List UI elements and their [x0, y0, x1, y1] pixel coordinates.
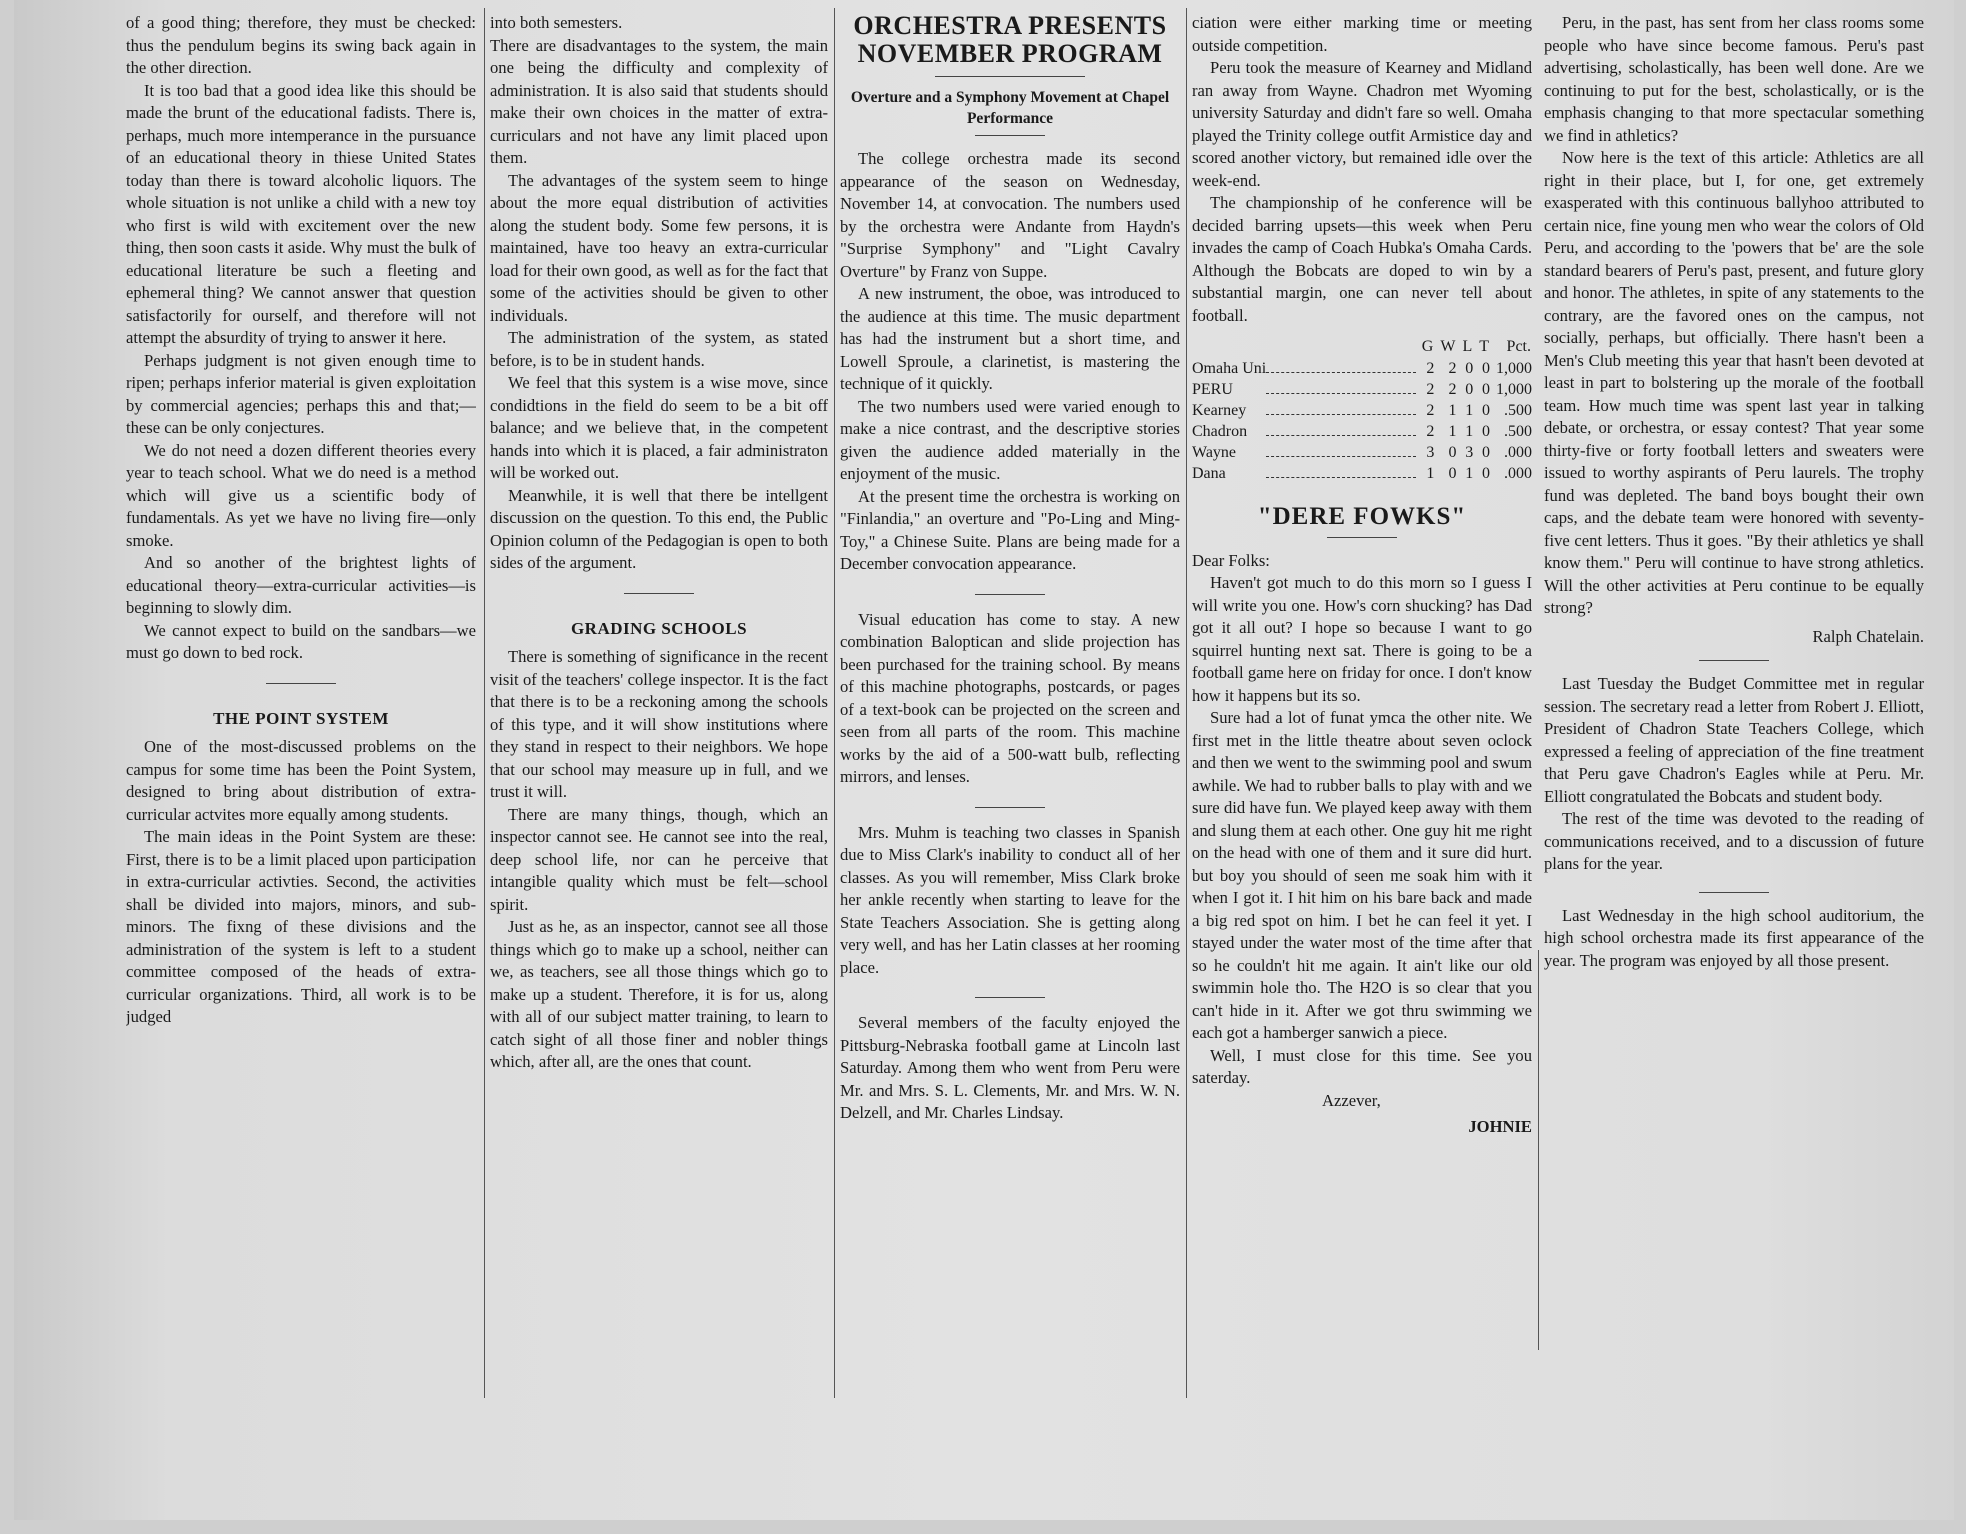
paragraph: It is too bad that a good idea like this should be made the brunt of the educational fadists. There is, perhaps, much more intemperance in the pursuance of an educational theory in thiese United States today than there is toward alcoholic liquors. The whole situation is not unlike a child with a new toy who first is wild with excitement over the new thing, then soon casts it aside. Why must the bulk of educational literature be such a fleeting and ephemeral thing? We cannot answer that question satisfactorily for ourself, and therefore will not attempt the absurdity of trying to answer it here. [126, 80, 476, 347]
leader-dots [1266, 400, 1416, 421]
leader-dots [1266, 442, 1416, 463]
divider [975, 807, 1045, 808]
paragraph: ciation were either marking time or meeting outside competition. [1192, 13, 1532, 55]
standings-row [1192, 400, 1532, 421]
wins: 1 [1448, 423, 1457, 440]
losses: 0 [1465, 381, 1474, 398]
column-rule [1186, 8, 1187, 1398]
paragraph: The college orchestra made its second appearance of the season on Wednesday, November 14, at convocation. The numbers used by the orchestra were Andante from Haydn's "Surprise Symphony" and "Light Cavalry Overture" by Franz von Suppe. [840, 149, 1180, 281]
paragraph: Just as he, as an inspector, cannot see all those things which go to make up a school, neither can we, as teachers, see all those things which go to make up a student. Therefore, it is for us, along with all of our subject matter training, to learn to catch sight of all those finer and nobler things which, after all, are the ones that count. [490, 917, 828, 1071]
paragraph: Peru took the measure of Kearney and Midland ran away from Wayne. Chadron met Wyoming university Saturday and didn't fare so well. Omaha played the Trinity college outfit Armistice day and scored another victory, but remained idle over the week-end. [1192, 58, 1532, 190]
paragraph: There are disadvantages to the system, the main one being the difficulty and complexity of administration. It is also said that students should make their own choices in the matter of extra-curriculars and not have any limit placed upon them. [490, 35, 828, 167]
subheadline: Overture and a Symphony Movement at Chapel Performance [850, 89, 1170, 127]
leader-dots [1266, 421, 1416, 442]
wins: 2 [1448, 381, 1457, 398]
divider [975, 594, 1045, 595]
ties: 0 [1482, 360, 1490, 377]
header-pct: Pct. [1506, 338, 1531, 355]
standings-row [1192, 358, 1532, 379]
closing: Azzever, [1322, 1090, 1381, 1110]
games: 2 [1426, 360, 1435, 377]
wins: 2 [1448, 360, 1457, 377]
wins: 1 [1448, 402, 1457, 419]
header-g: G [1421, 338, 1434, 355]
team-name: Kearney [1192, 402, 1247, 419]
leader-dots [1266, 358, 1416, 379]
paragraph: Sure had a lot of funat ymca the other nite. We first met in the little theatre about seven oclock and then we went to the swimming pool and swum awhile. We had to rubber balls to play with and we sure did have fun. We played keep away with them and slung them at each other. One guy hit me right on the head with one of them and it sure did hurt. but boy you should of seen me soak him with it when I got it. I hit him on his bare back and made a big red spot on him. I bet he can feel it yet. I stayed under the water most of the time after that so he couldn't hit me again. It ain't like our old swimmin hole tho. The H2O is so clear that you can't hide in it. After we got thru swimming we each got a hamberger sanwich a piece. [1192, 708, 1532, 1042]
paragraph: At the present time the orchestra is working on "Finlandia," an overture and "Po-Ling and Ming-Toy," a Chinese Suite. Plans are being made for a December convocation appearance. [840, 486, 1180, 573]
ties: 0 [1482, 402, 1490, 419]
standings-row [1192, 463, 1532, 484]
percentage: .500 [1504, 402, 1532, 419]
paragraph: And so another of the brightest lights of educational theory—extra-curricular activities—is beginning to slowly dim. [126, 553, 476, 617]
paragraph: The two numbers used were varied enough to make a nice contrast, and the descriptive stories given the audience added materially in the enjoyment of the music. [840, 396, 1180, 483]
signature: JOHNIE [1468, 1117, 1532, 1136]
paragraph: The rest of the time was devoted to the reading of communications received, and to a discussion of future plans for the year. [1544, 809, 1924, 873]
paragraph: of a good thing; therefore, they must be checked: thus the pendulum begins its swing back again in the other direction. [126, 13, 476, 77]
team-name: PERU [1192, 381, 1233, 398]
paragraph: Perhaps judgment is not given enough time to ripen; perhaps inferior material is given exploitation by commercial agencies; perhaps this and that;—these can be only conjectures. [126, 350, 476, 437]
paragraph: We do not need a dozen different theories every year to teach school. What we do need is a method which will give us a scientific body of fundamentals. As yet we have no living fire—only smoke. [126, 440, 476, 550]
team-name: Wayne [1192, 444, 1237, 461]
leader-dots [1266, 379, 1416, 400]
wins: 0 [1448, 444, 1457, 461]
column-1 [126, 12, 476, 1392]
header-t: T [1479, 338, 1489, 355]
paragraph: Meanwhile, it is well that there be intellgent discussion on the question. To this end, the Public Opinion column of the Pedagogian is open to both sides of the argument. [490, 485, 828, 572]
paragraph: We feel that this system is a wise move, since condidtions in the field do seem to be a bit off balance; and we believe that, in the competent hands into which it is placed, a fair administraton will be worked out. [490, 373, 828, 482]
paragraph: Now here is the text of this article: Athletics are all right in their place, but I, for one, get extremely exasperated with this continuous ballyhoo attributed to certain nice, fine young men who wear the colors of Old Peru, and according to the 'powers that be' are the sole standard bearers of Peru's past, present, and future glory and honor. The athletes, in spite of any statements to the contrary, are the favored ones on the campus, not socially, perhaps, but officially. There hasn't been a Men's Club meeting this year that hasn't been devoted at least in part to bolstering up the morale of the football team. How much time was spent last year in talking debate, or orchestra, or essay contest? That year some thirty-five or forty football letters and sweaters were issued to worthy aspirants of Peru laurels. The trophy fund was depleted. The band boys bought their own caps, and the debate team were honored with seventy-five cent letters. Thus it goes. "By their athletics ye shall know them." Peru will continue to have strong athletics. Will the other activities at Peru continue to be equally strong? [1544, 148, 1924, 617]
games: 1 [1426, 465, 1435, 482]
section-heading-dere-fowks: "DERE FOWKS" [1257, 503, 1467, 530]
paragraph: The administration of the system, as stated before, is to be in student hands. [490, 328, 828, 370]
percentage: .000 [1504, 465, 1532, 482]
divider [975, 997, 1045, 998]
divider [975, 135, 1045, 136]
newspaper-page [14, 0, 1954, 1520]
team-name: Chadron [1192, 423, 1248, 440]
paragraph: We cannot expect to build on the sandbars—we must go down to bed rock. [126, 620, 476, 662]
losses: 1 [1465, 423, 1474, 440]
percentage: .000 [1504, 444, 1532, 461]
standings-row [1192, 421, 1532, 442]
paragraph: Last Wednesday in the high school auditorium, the high school orchestra made its first appearance of the year. The program was enjoyed by all those present. [1544, 905, 1924, 970]
divider [1699, 660, 1769, 661]
percentage: .500 [1504, 423, 1532, 440]
divider [1327, 537, 1397, 538]
spacer [1192, 327, 1532, 335]
author-byline: Ralph Chatelain. [1812, 626, 1924, 646]
paragraph: Last Tuesday the Budget Committee met in regular session. The secretary read a letter from Robert J. Elliott, President of Chadron State Teachers College, which expressed a feeling of appreciation of the fine treatment that Peru gave Chadron's Eagles while at Peru. Mr. Elliott congratulated the Bobcats and student body. [1544, 674, 1924, 806]
column-3 [840, 12, 1180, 1392]
paragraph: There is something of significance in the recent visit of the teachers' college inspector. It is the fact that there is to be a reckoning among the schools of this type, and it will show institutions where they stand in respect to their neighbors. We hope that our school may measure up in full, and we trust it will. [490, 647, 828, 801]
column-rule [1538, 950, 1539, 1350]
paragraph: Peru, in the past, has sent from her class rooms some people who have since become famous. Peru's past advertising, scholastically, has been well done. Are we continuing to put for the best, scholastically, or is the emphasis changing to that more spectacular something we find in athletics? [1544, 13, 1924, 145]
standings-table [1192, 335, 1532, 484]
losses: 1 [1465, 465, 1474, 482]
paragraph: The championship of he conference will be decided barring upsets—this week when Peru invades the camp of Coach Hubka's Omaha Cards. Although the Bobcats are doped to win by a substantial margin, one can never tell about football. [1192, 193, 1532, 325]
games: 2 [1426, 423, 1435, 440]
divider [1699, 892, 1769, 893]
paragraph: The main ideas in the Point System are these: First, there is to be a limit placed upon participation in extra-curricular activties. Second, the activities shall be divided into majors, minors, and sub-minors. The fixng of these divisions and the administration of the system is left to a student committee composed of the heads of extra-curricular organizations. Third, all work is to be judged [126, 827, 476, 1026]
paragraph: into both semesters. [490, 13, 623, 32]
paragraph: Haven't got much to do this morn so I guess I will write you one. How's corn shucking? has Dad got it all out? I hope so because I want to go squirrel hunting next sat. There is going to be a football game here on friday for once. I don't know how it happens but its so. [1192, 573, 1532, 705]
ties: 0 [1482, 423, 1490, 440]
divider [624, 593, 694, 594]
column-4 [1192, 12, 1532, 1392]
column-5 [1544, 12, 1924, 1392]
ties: 0 [1482, 444, 1490, 461]
wins: 0 [1448, 465, 1457, 482]
paragraph: There are many things, though, which an inspector cannot see. He cannot see into the real, deep school life, nor can he perceive that intangible quality which must be felt—school spirit. [490, 804, 828, 914]
header-l: L [1462, 338, 1473, 355]
section-heading-grading-schools: GRADING SCHOOLS [570, 618, 748, 638]
games: 2 [1426, 402, 1435, 419]
paragraph: Visual education has come to stay. A new combination Baloptican and slide projection has been purchased for the training school. By means of this machine photographs, postcards, or pages of a text-book can be projected on the screen and seen from all parts of the room. This machine works by the aid of a 500-watt bulb, reflecting mirrors, and lenses. [840, 609, 1180, 786]
section-heading-point-system: THE POINT SYSTEM [213, 708, 389, 728]
standings-header-row [1192, 335, 1532, 358]
losses: 3 [1465, 444, 1474, 461]
paragraph: Well, I must close for this time. See you saterday. [1192, 1045, 1532, 1087]
standings-row [1192, 379, 1532, 400]
column-rule [484, 8, 485, 1398]
percentage: 1,000 [1496, 360, 1532, 377]
percentage: 1,000 [1496, 381, 1532, 398]
games: 3 [1426, 444, 1435, 461]
paragraph: One of the most-discussed problems on the campus for some time has been the Point System, designed to bring about distribution of extra-curricular actvites more equally among students. [126, 737, 476, 824]
team-name: Dana [1192, 465, 1226, 482]
losses: 0 [1465, 360, 1474, 377]
leader-dots [1266, 463, 1416, 484]
team-name: Omaha Uni [1192, 360, 1267, 377]
standings-row [1192, 442, 1532, 463]
paragraph: The advantages of the system seem to hinge about the more equal distribution of activities along the student body. Some few persons, it is maintained, have too heavy an extra-curricular load for their own good, as well as for the fact that some of the activities should be given to other individuals. [490, 170, 828, 325]
salutation: Dear Folks: [1192, 550, 1270, 570]
paragraph: Mrs. Muhm is teaching two classes in Spanish due to Miss Clark's inability to conduct all of her classes. As you will remember, Miss Clark broke her ankle recently when starting to leave for the State Teachers Association. She is getting along very well, and has her Latin classes at her rooming place. [840, 822, 1180, 977]
column-rule [834, 8, 835, 1398]
divider [266, 683, 336, 684]
losses: 1 [1465, 402, 1474, 419]
ties: 0 [1482, 465, 1490, 482]
ties: 0 [1482, 381, 1490, 398]
column-2 [490, 12, 828, 1392]
games: 2 [1426, 381, 1435, 398]
paragraph: A new instrument, the oboe, was introduced to the audience at this time. The music department has had the instrument but a short time, and Lowell Sproule, a clarinetist, is mastering the technique of it quickly. [840, 284, 1180, 393]
header-w: W [1440, 338, 1456, 355]
headline-orchestra: ORCHESTRA PRESENTS NOVEMBER PROGRAM [853, 12, 1167, 68]
divider [935, 76, 1085, 77]
paragraph: Several members of the faculty enjoyed the Pittsburg-Nebraska football game at Lincoln last Saturday. Among them who went from Peru were Mr. and Mrs. S. L. Clements, Mr. and Mrs. W. N. Delzell, and Mr. Charles Lindsay. [840, 1013, 1180, 1122]
